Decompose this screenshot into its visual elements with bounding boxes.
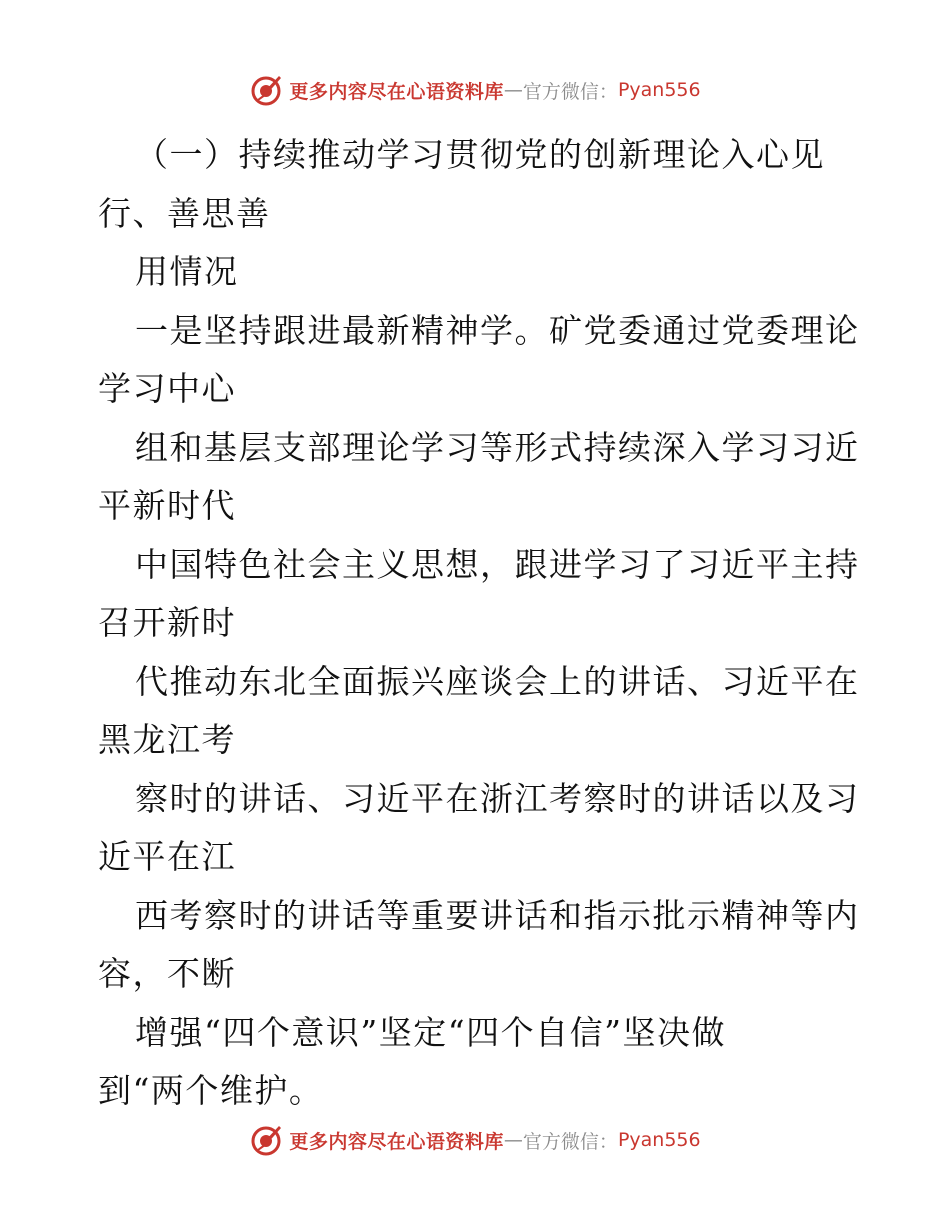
body-line: 学习中心 [98,369,236,408]
watermark-wechat-label: 官方微信： [522,1130,618,1153]
pen-logo-icon [249,73,283,107]
body-line: 中国特色社会主义思想，跟进学习了习近平主持 [135,544,860,584]
body-line: 一是坚持跟进最新精神学。矿党委通过党委理论 [135,310,860,350]
watermark-wechat-id: Pyan556 [617,79,701,101]
body-line: 行、善思善 [98,193,271,233]
body-line: 黑龙江考 [98,720,236,759]
body-line: 代推动东北全面振兴座谈会上的讲话、习近平在 [135,661,860,701]
watermark-wechat-label: 官方微信： [522,80,618,103]
watermark-dash: — [503,79,523,101]
body-line: 用情况 [135,252,239,291]
body-line: 平新时代 [98,486,236,525]
body-line: 召开新时 [98,603,236,642]
watermark-brand-text: 更多内容尽在心语资料库 [289,80,504,103]
watermark-banner-bottom [0,1122,950,1158]
body-line: 近平在江 [98,837,236,876]
body-line: （一）持续推动学习贯彻党的创新理论入心见 [135,135,825,174]
body-line: 组和基层支部理论学习等形式持续深入学习习近 [135,427,860,467]
body-line: 到“两个维护。 [98,1071,324,1110]
body-line: 容，不断 [98,954,236,993]
body-line: 察时的讲话、习近平在浙江考察时的讲话以及习 [135,778,860,818]
watermark-banner-top [0,72,950,108]
watermark-wechat-id: Pyan556 [617,1129,701,1151]
document-body [98,126,858,1121]
pen-logo-icon [249,1123,283,1157]
body-line: 增强“四个意识”坚定“四个自信”坚决做 [135,1012,726,1052]
watermark-brand-text: 更多内容尽在心语资料库 [289,1130,504,1153]
watermark-dash: — [503,1129,523,1151]
body-line: 西考察时的讲话等重要讲话和指示批示精神等内 [135,895,860,935]
